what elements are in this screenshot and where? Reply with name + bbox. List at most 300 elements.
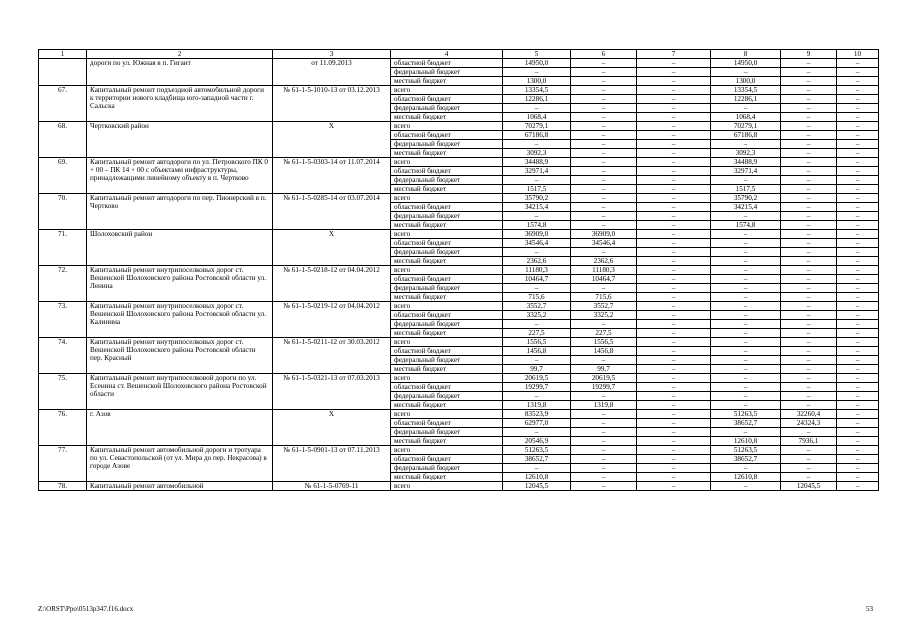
amount-cell: 20619,5 bbox=[503, 374, 571, 383]
item-number: 69. bbox=[39, 158, 87, 194]
amount-cell: 99,7 bbox=[571, 365, 637, 374]
amount-cell: – bbox=[711, 329, 781, 338]
funding-source: всего bbox=[391, 122, 503, 131]
amount-cell: – bbox=[637, 419, 711, 428]
funding-source: всего bbox=[391, 86, 503, 95]
amount-cell: 19299,7 bbox=[571, 383, 637, 392]
funding-source: федеральный бюджет bbox=[391, 428, 503, 437]
amount-cell: 10464,7 bbox=[503, 275, 571, 284]
amount-cell: – bbox=[637, 311, 711, 320]
amount-cell: – bbox=[637, 320, 711, 329]
amount-cell: – bbox=[571, 113, 637, 122]
amount-cell: – bbox=[781, 248, 837, 257]
item-name: Шолоховский район bbox=[87, 230, 273, 266]
amount-cell: – bbox=[571, 221, 637, 230]
funding-source: федеральный бюджет bbox=[391, 140, 503, 149]
amount-cell: – bbox=[637, 284, 711, 293]
document-ref: Х bbox=[273, 410, 391, 446]
document-ref: от 11.09.2013 bbox=[273, 59, 391, 86]
amount-cell: 12610,8 bbox=[503, 473, 571, 482]
amount-cell: – bbox=[571, 320, 637, 329]
funding-source: всего bbox=[391, 374, 503, 383]
amount-cell: 3092,3 bbox=[711, 149, 781, 158]
amount-cell: – bbox=[711, 338, 781, 347]
amount-cell: – bbox=[837, 176, 879, 185]
amount-cell: 13354,5 bbox=[711, 86, 781, 95]
funding-source: местный бюджет bbox=[391, 257, 503, 266]
amount-cell: – bbox=[711, 293, 781, 302]
funding-source: областной бюджет bbox=[391, 383, 503, 392]
amount-cell: – bbox=[781, 473, 837, 482]
table-row bbox=[39, 446, 879, 455]
amount-cell: – bbox=[637, 167, 711, 176]
amount-cell: – bbox=[711, 266, 781, 275]
amount-cell: – bbox=[781, 275, 837, 284]
amount-cell: – bbox=[837, 257, 879, 266]
amount-cell: – bbox=[711, 320, 781, 329]
item-number: 75. bbox=[39, 374, 87, 410]
amount-cell: – bbox=[637, 194, 711, 203]
funding-source: местный бюджет bbox=[391, 437, 503, 446]
amount-cell: 34215,4 bbox=[711, 203, 781, 212]
amount-cell: – bbox=[571, 356, 637, 365]
amount-cell: 14950,0 bbox=[711, 59, 781, 68]
amount-cell: 7936,1 bbox=[781, 437, 837, 446]
table-row bbox=[39, 338, 879, 347]
amount-cell: – bbox=[781, 131, 837, 140]
amount-cell: – bbox=[837, 158, 879, 167]
amount-cell: – bbox=[503, 212, 571, 221]
amount-cell: – bbox=[837, 374, 879, 383]
amount-cell: – bbox=[837, 104, 879, 113]
amount-cell: 1456,8 bbox=[503, 347, 571, 356]
amount-cell: – bbox=[637, 59, 711, 68]
amount-cell: 99,7 bbox=[503, 365, 571, 374]
amount-cell: – bbox=[781, 77, 837, 86]
amount-cell: – bbox=[637, 176, 711, 185]
amount-cell: 1068,4 bbox=[503, 113, 571, 122]
column-number: 6 bbox=[571, 50, 637, 59]
amount-cell: – bbox=[837, 464, 879, 473]
amount-cell: – bbox=[711, 428, 781, 437]
amount-cell: – bbox=[781, 113, 837, 122]
funding-source: всего bbox=[391, 230, 503, 239]
amount-cell: – bbox=[781, 59, 837, 68]
amount-cell: 1068,4 bbox=[711, 113, 781, 122]
amount-cell: – bbox=[571, 410, 637, 419]
amount-cell: – bbox=[837, 140, 879, 149]
amount-cell: – bbox=[637, 338, 711, 347]
column-number: 3 bbox=[273, 50, 391, 59]
amount-cell: – bbox=[781, 140, 837, 149]
amount-cell: – bbox=[837, 293, 879, 302]
amount-cell: – bbox=[781, 392, 837, 401]
amount-cell: – bbox=[571, 248, 637, 257]
amount-cell: 3552,7 bbox=[503, 302, 571, 311]
item-name: Капитальный ремонт автомобильной bbox=[87, 482, 273, 491]
amount-cell: – bbox=[711, 482, 781, 491]
item-number: 68. bbox=[39, 122, 87, 158]
amount-cell: – bbox=[637, 464, 711, 473]
amount-cell: – bbox=[837, 473, 879, 482]
amount-cell: – bbox=[781, 257, 837, 266]
amount-cell: – bbox=[637, 266, 711, 275]
amount-cell: 1319,8 bbox=[503, 401, 571, 410]
amount-cell: – bbox=[837, 437, 879, 446]
amount-cell: – bbox=[571, 77, 637, 86]
amount-cell: – bbox=[711, 239, 781, 248]
document-ref: № 61-1-5-0769-11 bbox=[273, 482, 391, 491]
amount-cell: – bbox=[637, 86, 711, 95]
funding-source: всего bbox=[391, 194, 503, 203]
funding-source: всего bbox=[391, 482, 503, 491]
amount-cell: – bbox=[637, 401, 711, 410]
amount-cell: – bbox=[571, 392, 637, 401]
amount-cell: – bbox=[637, 95, 711, 104]
funding-source: местный бюджет bbox=[391, 365, 503, 374]
amount-cell: – bbox=[503, 428, 571, 437]
amount-cell: – bbox=[571, 194, 637, 203]
table-row bbox=[39, 374, 879, 383]
amount-cell: – bbox=[781, 104, 837, 113]
amount-cell: – bbox=[711, 401, 781, 410]
funding-source: местный бюджет bbox=[391, 185, 503, 194]
amount-cell: – bbox=[571, 131, 637, 140]
item-number: 74. bbox=[39, 338, 87, 374]
funding-source: местный бюджет bbox=[391, 473, 503, 482]
amount-cell: 14950,0 bbox=[503, 59, 571, 68]
amount-cell: – bbox=[637, 158, 711, 167]
document-ref: № 61-1-5-0218-12 от 04.04.2012 bbox=[273, 266, 391, 302]
amount-cell: – bbox=[571, 176, 637, 185]
amount-cell: – bbox=[637, 131, 711, 140]
amount-cell: – bbox=[637, 482, 711, 491]
amount-cell: 51263,5 bbox=[503, 446, 571, 455]
amount-cell: – bbox=[837, 410, 879, 419]
amount-cell: – bbox=[781, 455, 837, 464]
amount-cell: – bbox=[781, 158, 837, 167]
amount-cell: 34546,4 bbox=[503, 239, 571, 248]
amount-cell: – bbox=[571, 149, 637, 158]
amount-cell: 1556,5 bbox=[503, 338, 571, 347]
amount-cell: – bbox=[571, 185, 637, 194]
amount-cell: – bbox=[837, 167, 879, 176]
amount-cell: – bbox=[837, 302, 879, 311]
funding-source: областной бюджет bbox=[391, 131, 503, 140]
amount-cell: – bbox=[637, 392, 711, 401]
amount-cell: 12045,5 bbox=[781, 482, 837, 491]
table-row bbox=[39, 86, 879, 95]
amount-cell: – bbox=[637, 230, 711, 239]
funding-source: федеральный бюджет bbox=[391, 464, 503, 473]
amount-cell: 12286,1 bbox=[711, 95, 781, 104]
amount-cell: – bbox=[637, 212, 711, 221]
file-path: Z:\ORST\Ppo\0513p347.f16.docx bbox=[38, 605, 134, 613]
amount-cell: – bbox=[837, 86, 879, 95]
amount-cell: 12610,8 bbox=[711, 473, 781, 482]
amount-cell: – bbox=[637, 122, 711, 131]
item-number: 71. bbox=[39, 230, 87, 266]
document-ref: № 61-1-5-0219-12 от 04.04.2012 bbox=[273, 302, 391, 338]
item-name: Капитальный ремонт внутрипоселковой дороги по ул. Есенина ст. Вешенской Шолоховского района Ростовской области bbox=[87, 374, 273, 410]
amount-cell: – bbox=[711, 104, 781, 113]
amount-cell: – bbox=[637, 302, 711, 311]
amount-cell: – bbox=[837, 248, 879, 257]
amount-cell: – bbox=[637, 455, 711, 464]
amount-cell: 715,6 bbox=[571, 293, 637, 302]
amount-cell: – bbox=[837, 59, 879, 68]
funding-source: федеральный бюджет bbox=[391, 356, 503, 365]
amount-cell: 1300,0 bbox=[711, 77, 781, 86]
funding-source: федеральный бюджет bbox=[391, 284, 503, 293]
amount-cell: – bbox=[571, 428, 637, 437]
amount-cell: 51263,5 bbox=[711, 446, 781, 455]
column-number: 7 bbox=[637, 50, 711, 59]
column-number-row bbox=[39, 50, 879, 59]
table-row bbox=[39, 122, 879, 131]
item-number: 72. bbox=[39, 266, 87, 302]
column-number: 8 bbox=[711, 50, 781, 59]
amount-cell: – bbox=[781, 374, 837, 383]
column-number: 9 bbox=[781, 50, 837, 59]
amount-cell: 1574,8 bbox=[503, 221, 571, 230]
funding-source: областной бюджет bbox=[391, 347, 503, 356]
amount-cell: – bbox=[711, 230, 781, 239]
amount-cell: 715,6 bbox=[503, 293, 571, 302]
amount-cell: – bbox=[837, 212, 879, 221]
amount-cell: 38652,7 bbox=[503, 455, 571, 464]
amount-cell: – bbox=[781, 149, 837, 158]
amount-cell: – bbox=[571, 122, 637, 131]
document-ref: № 61-1-5-0901-13 от 07.11.2013 bbox=[273, 446, 391, 482]
item-name: Капитальный ремонт автомобильной дороги и тротуара по ул. Севастопольской (от ул. Мира до пер. Некрасова) в городе Азове bbox=[87, 446, 273, 482]
amount-cell: – bbox=[781, 365, 837, 374]
amount-cell: – bbox=[571, 104, 637, 113]
amount-cell: – bbox=[711, 374, 781, 383]
amount-cell: – bbox=[711, 464, 781, 473]
amount-cell: – bbox=[837, 275, 879, 284]
amount-cell: – bbox=[837, 131, 879, 140]
column-number: 10 bbox=[837, 50, 879, 59]
amount-cell: 3552,7 bbox=[571, 302, 637, 311]
amount-cell: – bbox=[711, 248, 781, 257]
amount-cell: – bbox=[503, 176, 571, 185]
amount-cell: 2362,6 bbox=[571, 257, 637, 266]
amount-cell: – bbox=[781, 446, 837, 455]
amount-cell: – bbox=[711, 275, 781, 284]
table-row bbox=[39, 482, 879, 491]
table-row bbox=[39, 266, 879, 275]
document-ref: Х bbox=[273, 122, 391, 158]
amount-cell: – bbox=[571, 140, 637, 149]
amount-cell: – bbox=[571, 203, 637, 212]
amount-cell: – bbox=[571, 473, 637, 482]
amount-cell: 3092,3 bbox=[503, 149, 571, 158]
table-row bbox=[39, 302, 879, 311]
amount-cell: – bbox=[503, 356, 571, 365]
amount-cell: – bbox=[781, 194, 837, 203]
amount-cell: – bbox=[781, 338, 837, 347]
amount-cell: – bbox=[711, 284, 781, 293]
amount-cell: – bbox=[571, 86, 637, 95]
document-ref: № 61-1-5-0211-12 от 30.03.2012 bbox=[273, 338, 391, 374]
document-ref: Х bbox=[273, 230, 391, 266]
amount-cell: – bbox=[637, 410, 711, 419]
amount-cell: – bbox=[837, 329, 879, 338]
amount-cell: 13354,5 bbox=[503, 86, 571, 95]
amount-cell: – bbox=[503, 392, 571, 401]
amount-cell: – bbox=[781, 311, 837, 320]
funding-source: местный бюджет bbox=[391, 149, 503, 158]
funding-source: местный бюджет bbox=[391, 329, 503, 338]
amount-cell: 1300,0 bbox=[503, 77, 571, 86]
amount-cell: 24324,3 bbox=[781, 419, 837, 428]
amount-cell: 12045,5 bbox=[503, 482, 571, 491]
item-name: Чертковский район bbox=[87, 122, 273, 158]
amount-cell: – bbox=[571, 446, 637, 455]
item-name: Капитальный ремонт автодороги по ул. Петровского ПК 0 + 00 – ПК 14 + 00 с объектами инфраструктуры, принадлежащими линейному объекту в п. Чертково bbox=[87, 158, 273, 194]
amount-cell: – bbox=[711, 140, 781, 149]
amount-cell: – bbox=[571, 158, 637, 167]
column-number: 1 bbox=[39, 50, 87, 59]
amount-cell: – bbox=[781, 176, 837, 185]
amount-cell: – bbox=[711, 212, 781, 221]
amount-cell: – bbox=[637, 68, 711, 77]
amount-cell: – bbox=[837, 122, 879, 131]
amount-cell: 1456,8 bbox=[571, 347, 637, 356]
amount-cell: – bbox=[837, 194, 879, 203]
amount-cell: – bbox=[637, 365, 711, 374]
amount-cell: – bbox=[781, 428, 837, 437]
funding-source: областной бюджет bbox=[391, 275, 503, 284]
amount-cell: 34546,4 bbox=[571, 239, 637, 248]
budget-table bbox=[38, 49, 879, 491]
amount-cell: – bbox=[637, 239, 711, 248]
document-ref: № 61-1-5-0321-13 от 07.03.2013 bbox=[273, 374, 391, 410]
amount-cell: – bbox=[837, 392, 879, 401]
amount-cell: 20546,9 bbox=[503, 437, 571, 446]
item-name: Капитальный ремонт подъездной автомобильной дороги к территории нового кладбища юго-западной части г. Сальска bbox=[87, 86, 273, 122]
amount-cell: – bbox=[837, 113, 879, 122]
funding-source: областной бюджет bbox=[391, 167, 503, 176]
amount-cell: – bbox=[781, 356, 837, 365]
funding-source: местный бюджет bbox=[391, 113, 503, 122]
amount-cell: – bbox=[837, 446, 879, 455]
item-name: г. Азов bbox=[87, 410, 273, 446]
amount-cell: 70279,1 bbox=[503, 122, 571, 131]
funding-source: местный бюджет bbox=[391, 221, 503, 230]
amount-cell: – bbox=[781, 401, 837, 410]
page-number: 53 bbox=[866, 605, 873, 613]
amount-cell: 70279,1 bbox=[711, 122, 781, 131]
funding-source: областной бюджет bbox=[391, 419, 503, 428]
table-row bbox=[39, 59, 879, 68]
amount-cell: – bbox=[637, 185, 711, 194]
amount-cell: 3325,2 bbox=[503, 311, 571, 320]
amount-cell: – bbox=[837, 77, 879, 86]
amount-cell: – bbox=[837, 419, 879, 428]
amount-cell: – bbox=[781, 239, 837, 248]
amount-cell: – bbox=[637, 383, 711, 392]
amount-cell: – bbox=[637, 257, 711, 266]
amount-cell: – bbox=[637, 113, 711, 122]
amount-cell: – bbox=[837, 311, 879, 320]
amount-cell: – bbox=[711, 347, 781, 356]
amount-cell: – bbox=[837, 284, 879, 293]
item-number: 77. bbox=[39, 446, 87, 482]
item-number: 76. bbox=[39, 410, 87, 446]
amount-cell: – bbox=[503, 248, 571, 257]
funding-source: областной бюджет bbox=[391, 239, 503, 248]
column-number: 4 bbox=[391, 50, 503, 59]
funding-source: федеральный бюджет bbox=[391, 68, 503, 77]
column-number: 5 bbox=[503, 50, 571, 59]
amount-cell: 12286,1 bbox=[503, 95, 571, 104]
amount-cell: 34488,9 bbox=[711, 158, 781, 167]
amount-cell: – bbox=[637, 374, 711, 383]
amount-cell: – bbox=[637, 140, 711, 149]
amount-cell: – bbox=[837, 383, 879, 392]
amount-cell: 38652,7 bbox=[711, 455, 781, 464]
amount-cell: – bbox=[781, 68, 837, 77]
amount-cell: – bbox=[503, 320, 571, 329]
amount-cell: – bbox=[781, 302, 837, 311]
amount-cell: 2362,6 bbox=[503, 257, 571, 266]
amount-cell: – bbox=[837, 149, 879, 158]
column-number: 2 bbox=[87, 50, 273, 59]
amount-cell: 12610,8 bbox=[711, 437, 781, 446]
amount-cell: 227,5 bbox=[571, 329, 637, 338]
document-page bbox=[38, 49, 878, 491]
amount-cell: – bbox=[571, 482, 637, 491]
amount-cell: – bbox=[837, 347, 879, 356]
amount-cell: 36909,0 bbox=[503, 230, 571, 239]
item-number: 78. bbox=[39, 482, 87, 491]
amount-cell: 1319,8 bbox=[571, 401, 637, 410]
amount-cell: – bbox=[781, 86, 837, 95]
amount-cell: – bbox=[837, 455, 879, 464]
table-row bbox=[39, 410, 879, 419]
funding-source: областной бюджет bbox=[391, 203, 503, 212]
item-number: 73. bbox=[39, 302, 87, 338]
amount-cell: 32971,4 bbox=[711, 167, 781, 176]
funding-source: федеральный бюджет bbox=[391, 248, 503, 257]
amount-cell: – bbox=[637, 149, 711, 158]
amount-cell: – bbox=[781, 383, 837, 392]
amount-cell: – bbox=[837, 428, 879, 437]
amount-cell: – bbox=[711, 311, 781, 320]
amount-cell: 32260,4 bbox=[781, 410, 837, 419]
item-number: 70. bbox=[39, 194, 87, 230]
amount-cell: – bbox=[781, 266, 837, 275]
amount-cell: – bbox=[837, 95, 879, 104]
amount-cell: 10464,7 bbox=[571, 275, 637, 284]
amount-cell: – bbox=[837, 320, 879, 329]
amount-cell: – bbox=[781, 95, 837, 104]
funding-source: всего bbox=[391, 302, 503, 311]
amount-cell: – bbox=[837, 239, 879, 248]
amount-cell: – bbox=[503, 104, 571, 113]
funding-source: областной бюджет bbox=[391, 311, 503, 320]
amount-cell: 34488,9 bbox=[503, 158, 571, 167]
funding-source: всего bbox=[391, 158, 503, 167]
amount-cell: – bbox=[637, 329, 711, 338]
amount-cell: 1517,5 bbox=[503, 185, 571, 194]
amount-cell: – bbox=[571, 284, 637, 293]
amount-cell: – bbox=[711, 302, 781, 311]
item-number bbox=[39, 59, 87, 86]
amount-cell: – bbox=[503, 68, 571, 77]
